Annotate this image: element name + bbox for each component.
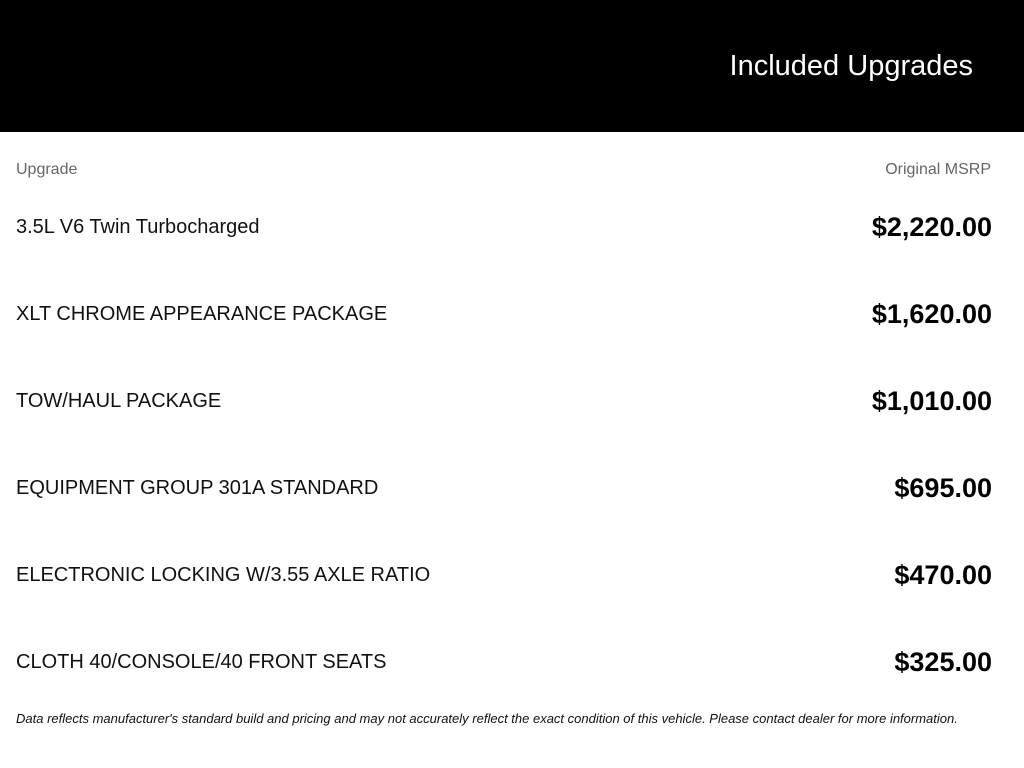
upgrade-price: $695.00 xyxy=(894,473,992,503)
disclaimer-text: Data reflects manufacturer's standard build and pricing and may not accurately reflect the exact condition of this vehicle. Please contact dealer for more information. xyxy=(16,711,958,726)
upgrade-price: $2,220.00 xyxy=(871,212,992,242)
upgrade-row xyxy=(16,358,992,445)
upgrades-list xyxy=(16,184,992,706)
column-header-upgrade: Upgrade xyxy=(16,161,78,178)
upgrade-name: EQUIPMENT GROUP 301A STANDARD xyxy=(16,477,379,499)
upgrade-price: $325.00 xyxy=(894,647,992,677)
upgrade-price: $1,620.00 xyxy=(871,299,992,329)
column-headers xyxy=(16,160,991,180)
header-banner xyxy=(0,0,1024,132)
upgrade-name: ELECTRONIC LOCKING W/3.55 AXLE RATIO xyxy=(16,564,431,586)
upgrade-row xyxy=(16,619,992,706)
upgrade-name: TOW/HAUL PACKAGE xyxy=(16,390,222,412)
upgrade-price: $1,010.00 xyxy=(871,386,992,416)
upgrade-row xyxy=(16,184,992,271)
upgrade-name: XLT CHROME APPEARANCE PACKAGE xyxy=(16,303,388,325)
upgrade-name: 3.5L V6 Twin Turbocharged xyxy=(16,216,260,238)
upgrade-row xyxy=(16,271,992,358)
upgrade-row xyxy=(16,445,992,532)
page-title: Included Upgrades xyxy=(729,50,973,82)
upgrade-row xyxy=(16,532,992,619)
column-header-msrp: Original MSRP xyxy=(885,161,991,178)
upgrade-name: CLOTH 40/CONSOLE/40 FRONT SEATS xyxy=(16,651,387,673)
upgrade-price: $470.00 xyxy=(894,560,992,590)
